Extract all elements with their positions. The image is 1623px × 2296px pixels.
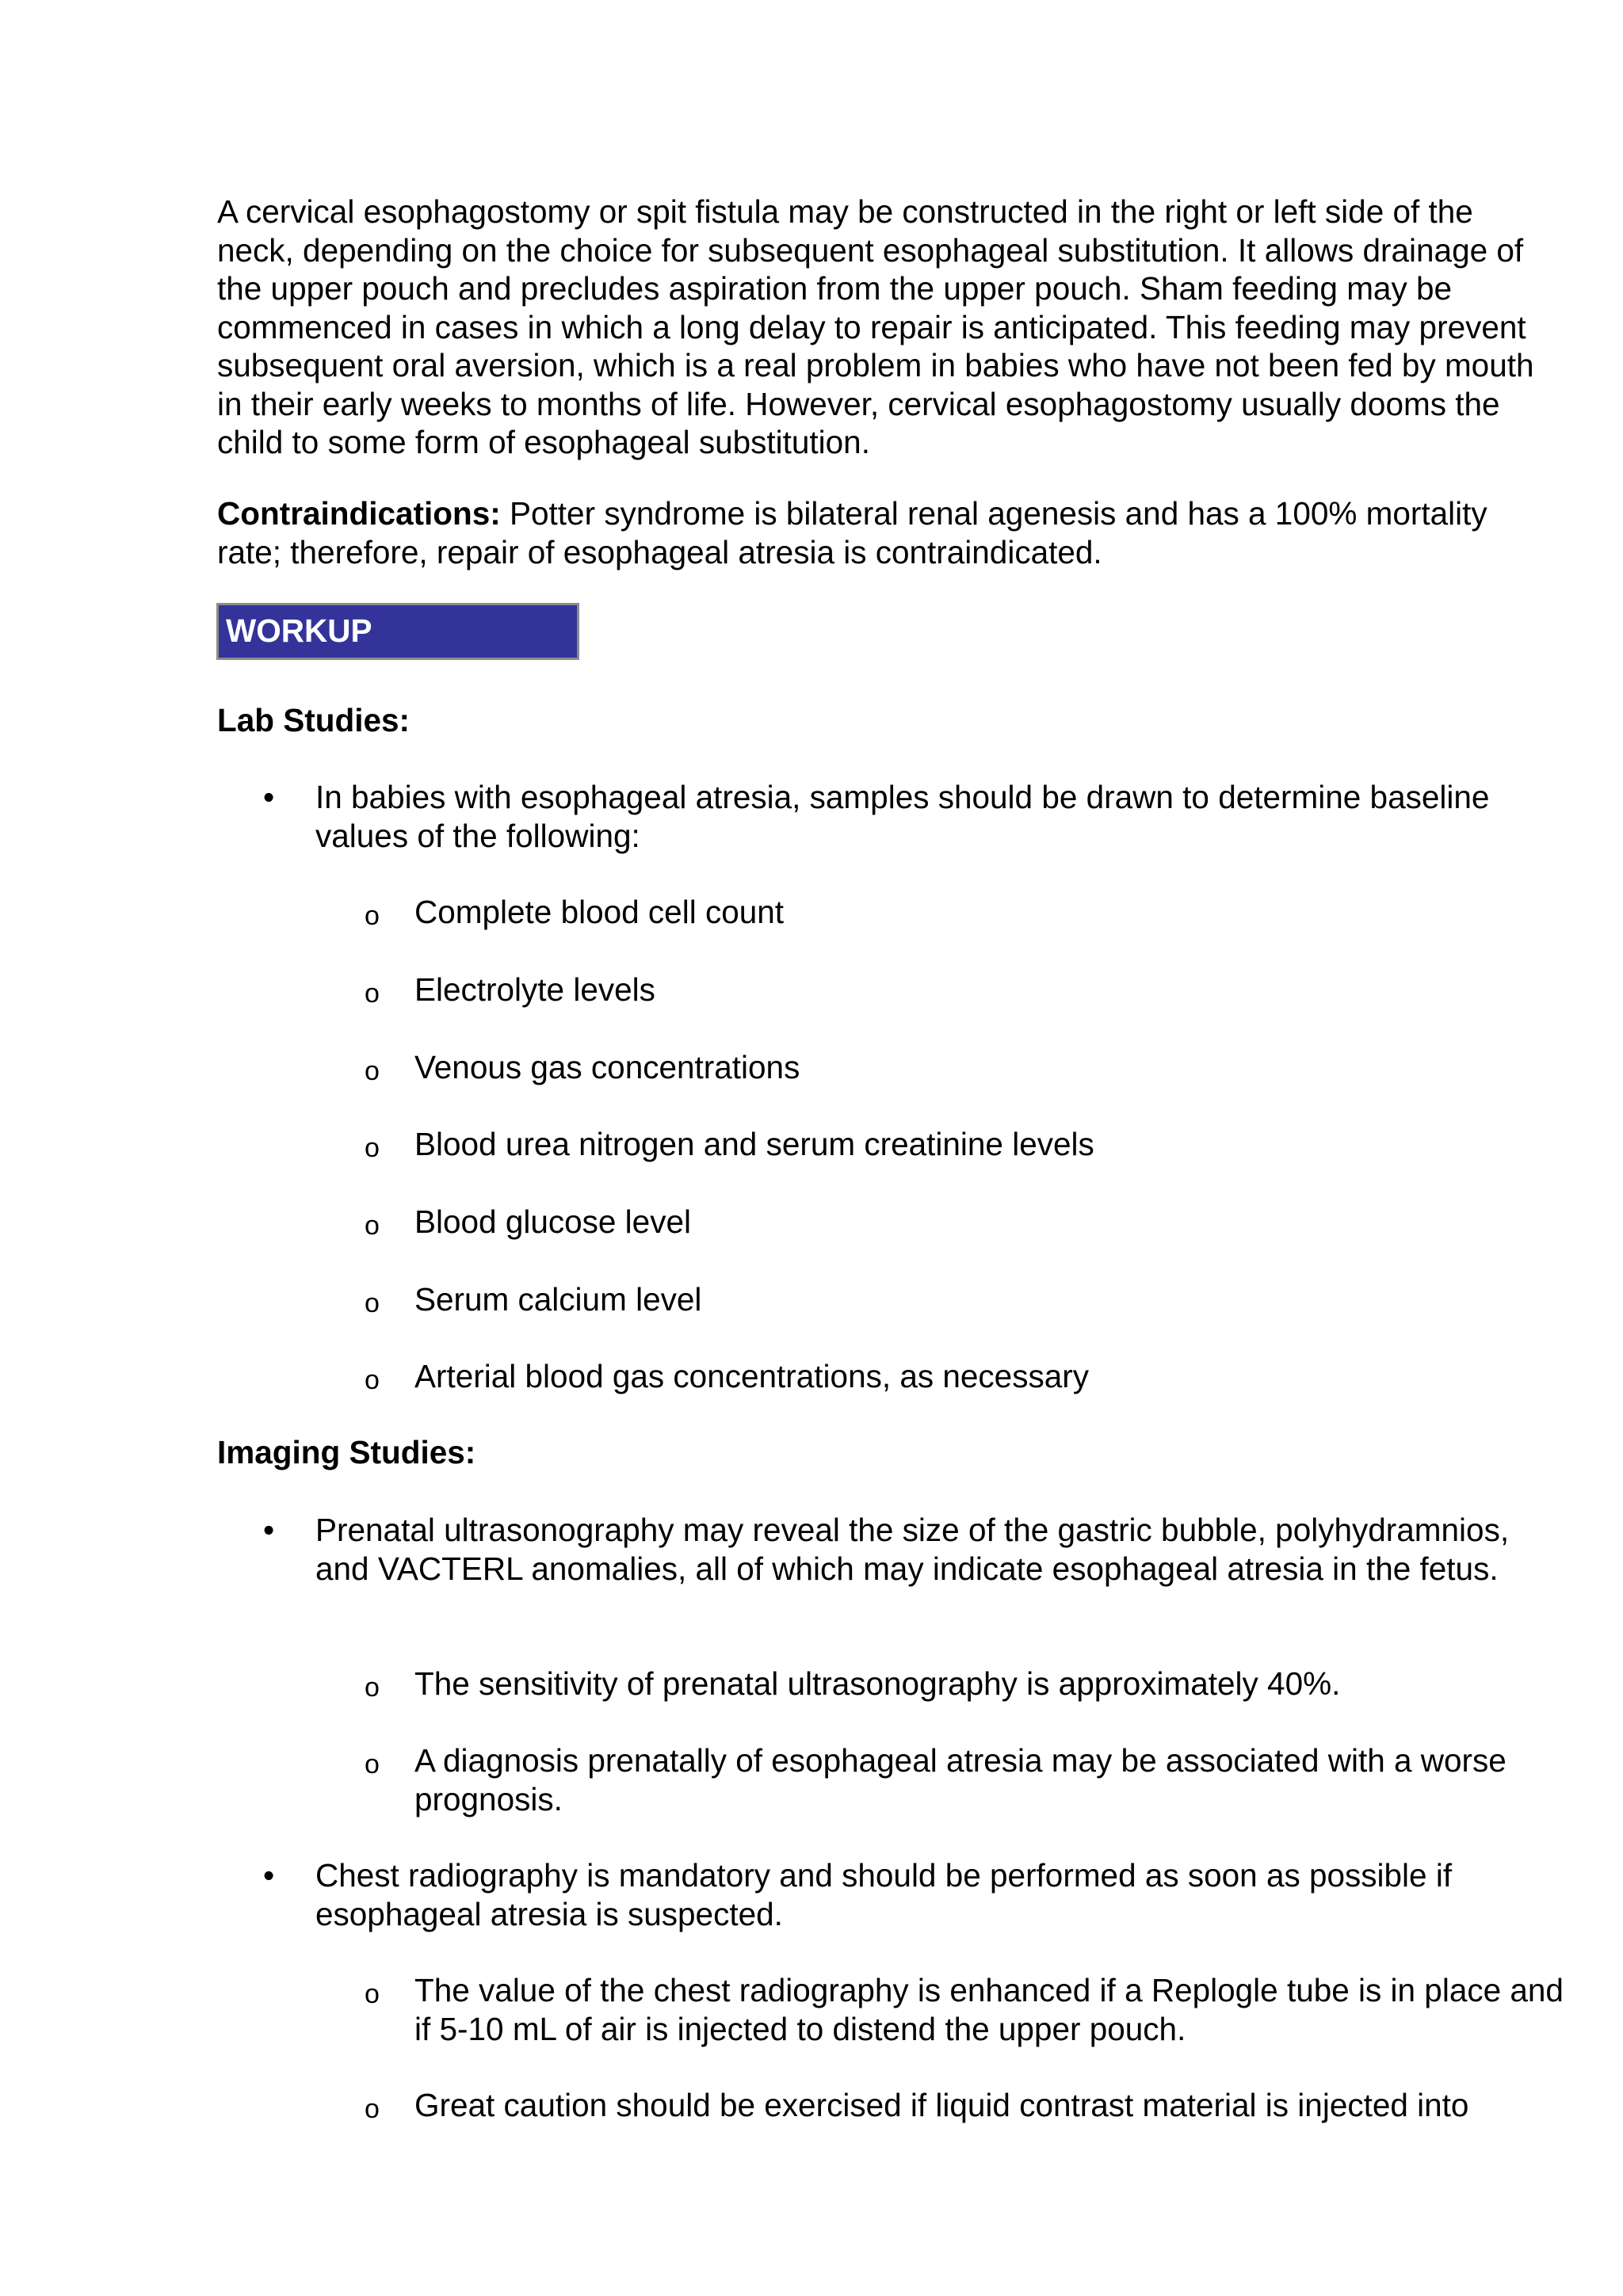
sub-bullet-marker: o <box>365 1749 380 1779</box>
contraindications-paragraph <box>217 494 1549 571</box>
lab-item: Blood urea nitrogen and serum creatinine levels <box>414 1126 1094 1162</box>
sub-bullet-marker: o <box>365 901 380 931</box>
contraindications-label: Contraindications: <box>217 495 501 532</box>
lab-item: Blood glucose level <box>414 1203 691 1240</box>
imaging-bullet-prenatal: Prenatal ultrasonography may reveal the size of the gastric bubble, polyhydramnios, and VACTERL anomalies, all of which may indicate esophageal atresia in the fetus. <box>315 1512 1510 1587</box>
sub-bullet-marker: o <box>365 1979 380 2009</box>
imaging-item: The value of the chest radiography is enhanced if a Replogle tube is in place and if 5-10 mL of air is injected to distend the upper pouch. <box>414 1972 1564 2047</box>
lab-studies-bullet: In babies with esophageal atresia, samples should be drawn to determine baseline values of the following: <box>315 779 1490 854</box>
imaging-item: The sensitivity of prenatal ultrasonography is approximately 40%. <box>414 1665 1341 1702</box>
imaging-studies-heading: Imaging Studies: <box>217 1434 476 1470</box>
sub-bullet-marker: o <box>365 1056 380 1086</box>
imaging-item: A diagnosis prenatally of esophageal atresia may be associated with a worse prognosis. <box>414 1742 1507 1817</box>
sub-bullet-marker: o <box>365 978 380 1009</box>
sub-bullet-marker: o <box>365 1211 380 1241</box>
bullet-marker: • <box>263 1857 275 1894</box>
intro-paragraph: A cervical esophagostomy or spit fistula may be constructed in the right or left side of the neck, depending on the choice for subsequent esophageal substitution. It allows drainage of the upper pouch and precludes aspiration from the upper pouch. Sham feeding may be commenced in cases in which a long delay to repair is anticipated. This feeding may prevent subsequent oral aversion, which is a real problem in babies who have not been fed by mouth in their early weeks to months of life. However, cervical esophagostomy usually dooms the child to some form of esophageal substitution. <box>217 193 1534 460</box>
lab-item: Complete blood cell count <box>414 894 785 930</box>
lab-studies-heading: Lab Studies: <box>217 702 411 738</box>
sub-bullet-marker: o <box>365 1133 380 1163</box>
sub-bullet-marker: o <box>365 1365 380 1395</box>
imaging-bullet-chest-radiography: Chest radiography is mandatory and should be performed as soon as possible if esophageal atresia is suspected. <box>315 1857 1453 1932</box>
lab-item: Venous gas concentrations <box>414 1049 800 1085</box>
sub-bullet-marker: o <box>365 1672 380 1703</box>
sub-bullet-marker: o <box>365 2094 380 2124</box>
imaging-item: Great caution should be exercised if liquid contrast material is injected into <box>414 2087 1469 2123</box>
lab-item: Electrolyte levels <box>414 971 655 1008</box>
contraindications-text: Potter syndrome is bilateral renal agenesis and has a 100% mortality rate; therefore, repair of esophageal atresia is contraindicated. <box>217 495 1487 570</box>
bullet-marker: • <box>263 779 275 815</box>
section-banner-workup: WORKUP <box>216 603 579 660</box>
sub-bullet-marker: o <box>365 1288 380 1318</box>
bullet-marker: • <box>263 1512 275 1548</box>
lab-item: Arterial blood gas concentrations, as necessary <box>414 1358 1089 1394</box>
lab-item: Serum calcium level <box>414 1281 702 1318</box>
